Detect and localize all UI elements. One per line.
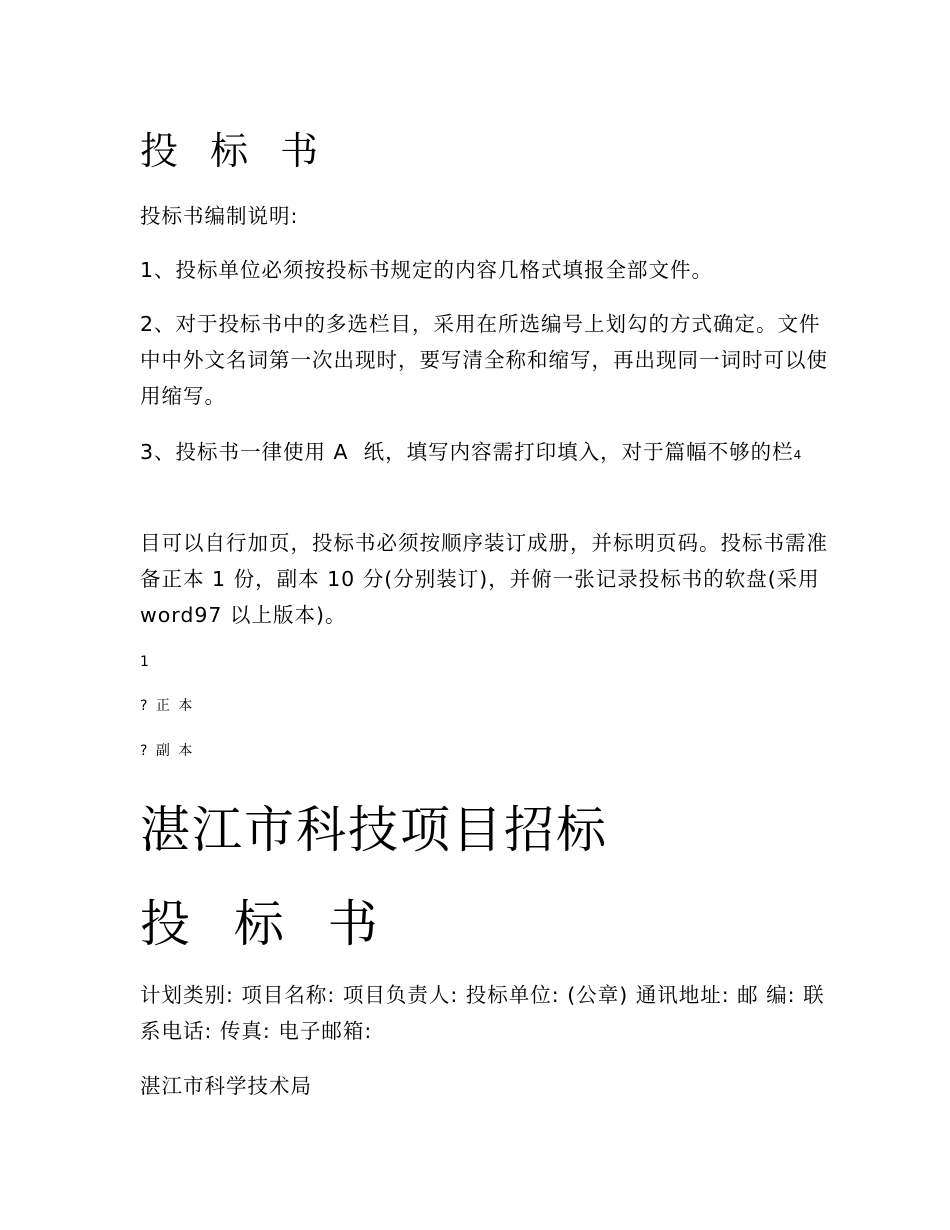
issuer-name: 湛江市科学技术局 <box>140 1074 312 1098</box>
form-fields-line: 计划类别: 项目名称: 项目负责人: 投标单位: (公章) 通讯地址: 邮 编: 联系电话: 传真: 电子邮箱: <box>140 983 825 1043</box>
document-title: 投 标 书 <box>140 129 329 173</box>
instruction-item-1: 1、投标单位必须按投标书规定的内容几格式填报全部文件。 <box>140 258 714 282</box>
page-marker: 1 <box>140 654 151 670</box>
instruction-item-2: 2、对于投标书中的多选栏目，采用在所选编号上划勾的方式确定。文件中中外文名词第一次出现时，要写清全称和缩写，再出现同一词时可以使用缩写。 <box>140 312 828 408</box>
main-subtitle: 投 标 书 <box>140 895 392 953</box>
instruction-item-3 <box>140 434 830 473</box>
instructions-heading: 投标书编制说明: <box>140 204 299 228</box>
instruction-item-3-text: 3、投标书一律使用 A 纸，填写内容需打印填入，对于篇幅不够的栏 <box>140 440 794 464</box>
footnote-marker: 4 <box>793 448 802 462</box>
main-title: 湛江市科技项目招标 <box>140 801 608 859</box>
option-original-copy: ? 正 本 <box>140 698 195 714</box>
instruction-item-3-continued: 目可以自行加页，投标书必须按顺序装订成册，并标明页码。投标书需准备正本 1 份，副本 10 分(分别装订)，并俯一张记录投标书的软盘(采用 word97 以上版本)。 <box>140 531 828 627</box>
option-duplicate-copy: ? 副 本 <box>140 743 195 759</box>
